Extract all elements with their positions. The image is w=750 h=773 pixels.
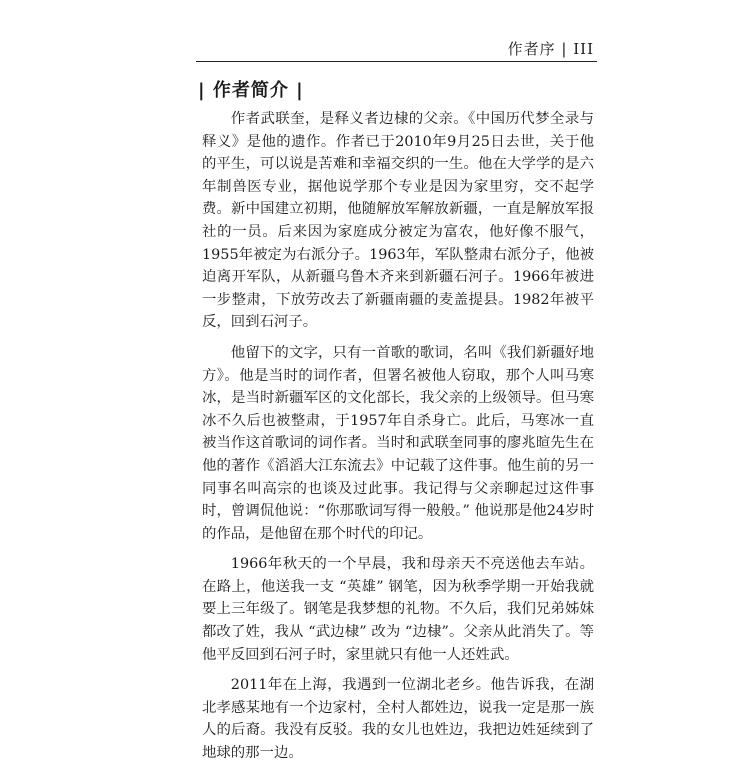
paragraph-3: 1966年秋天的一个早晨，我和母亲天不亮送他去车站。在路上，他送我一支 “英雄” 钢笔，因为秋季学期一开始我就要上三年级了。钢笔是我梦想的礼物。不久后，我们兄弟姊妹都改了姓，我从 “武边棣” 改为 “边棣”。父亲从此消失了。等他平反回到石河子时，家里就只有他一人还姓武。 (202, 556, 594, 663)
paragraph-2: 他留下的文字，只有一首歌的歌词，名叫《我们新疆好地方》。他是当时的词作者，但署名被他人窃取，那个人叫马寒冰，是当时新疆军区的文化部长，我父亲的上级领导。但马寒冰不久后也被整肃，于1957年自杀身亡。此后，马寒冰一直被当作这首歌词的词作者。当时和武联奎同事的廖兆暄先生在他的著作《滔滔大江东流去》中记载了这件事。他生前的另一同事名叫高宗的也谈及过此事。我记得与父亲聊起过这件事时，曾调侃他说：“你那歌词写得一般般。” 他说那是他24岁时的作品，是他留在那个时代的印记。 (202, 344, 594, 542)
paragraph-1: 作者武联奎，是释义者边棣的父亲。《中国历代梦全录与释义》是他的遗作。作者已于2010年9月25日去世，关于他的平生，可以说是苦难和幸福交织的一生。他在大学学的是六年制兽医专业，据他说学那个专业是因为家里穷，交不起学费。新中国建立初期，他随解放军解放新疆，一直是解放军报社的一员。后来因为家庭成分被定为富农，他好像不服气，1955年被定为右派分子。1963年，军队整肃右派分子，他被迫离开军队，从新疆乌鲁木齐来到新疆石河子。1966年被进一步整肃，下放劳改去了新疆南疆的麦盖提县。1982年被平反，回到石河子。 (202, 111, 594, 331)
running-head: 作者序 | III (507, 40, 594, 58)
body-text (202, 108, 594, 773)
header-rule (196, 61, 597, 62)
paragraph-4: 2011年在上海，我遇到一位湖北老乡。他告诉我，在湖北孝感某地有一个边家村，全村人都姓边，说我一定是那一族人的后裔。我没有反驳。我的女儿也姓边，我把边姓延续到了地球的那一边。 (202, 677, 594, 762)
section-title: | 作者简介 | (198, 80, 304, 101)
